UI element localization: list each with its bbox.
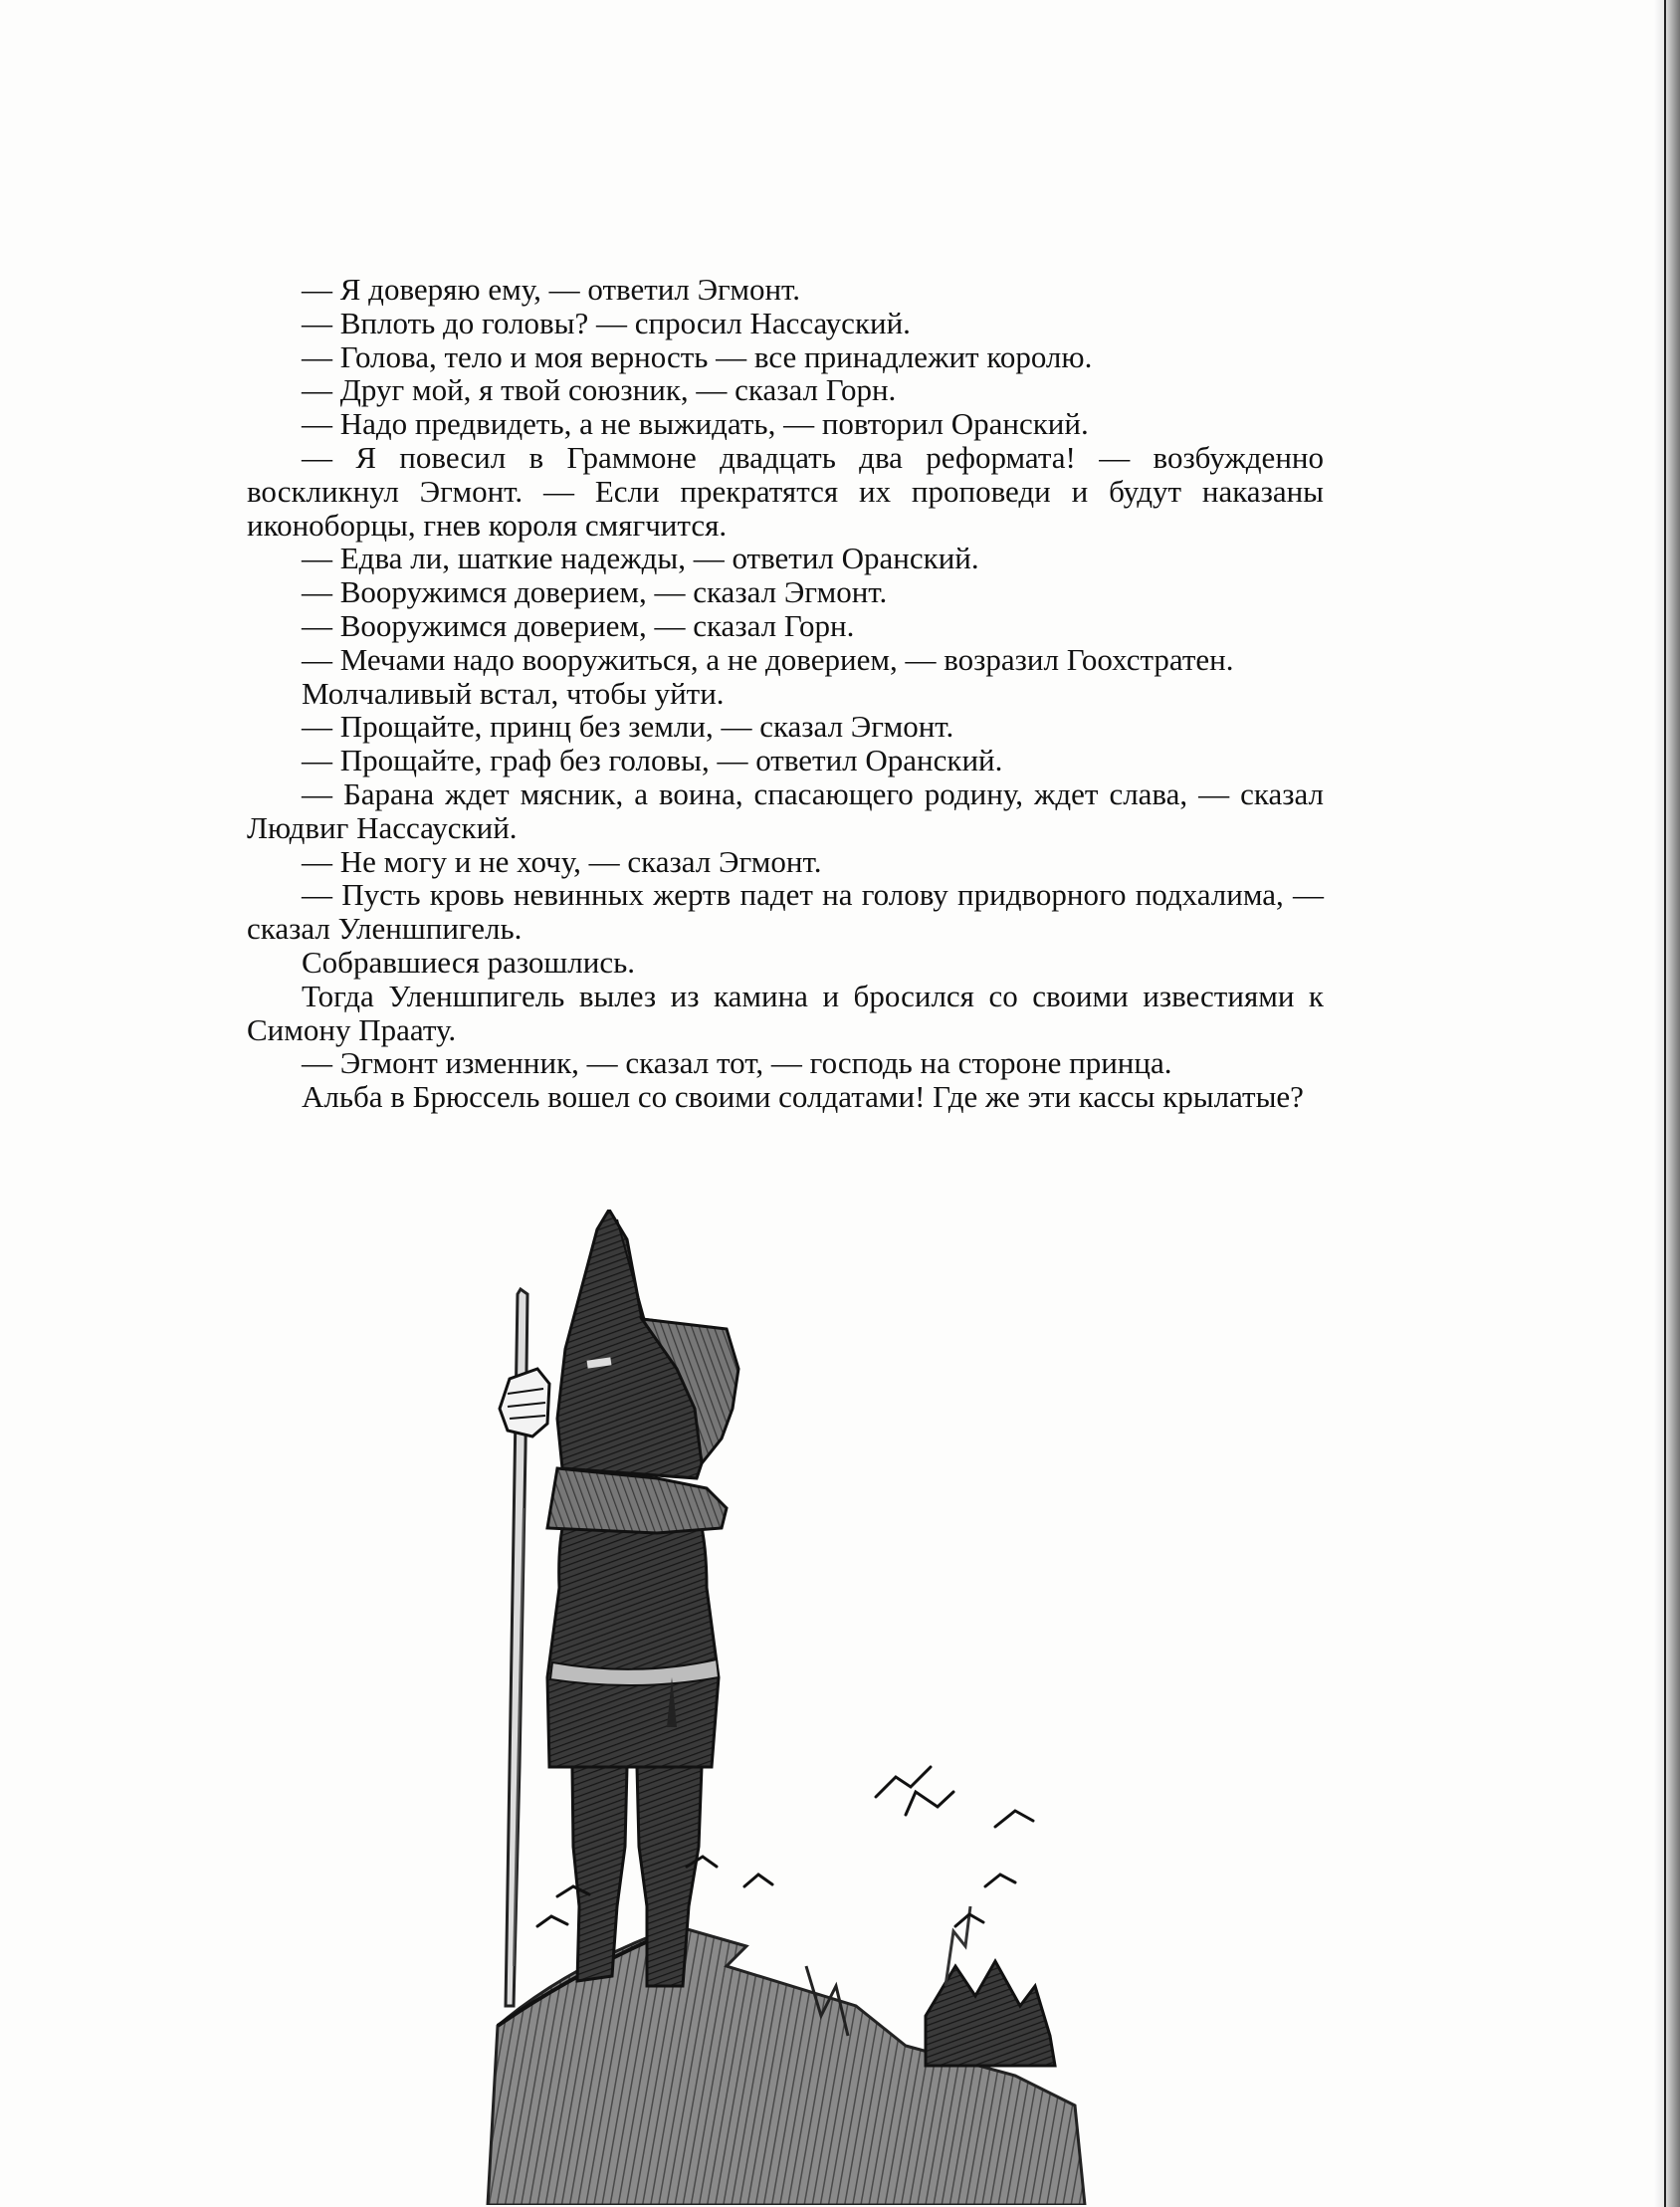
paragraph: — Друг мой, я твой союзник, — сказал Горн.: [302, 372, 897, 408]
paragraph: — Я доверяю ему, — ответил Эгмонт.: [302, 272, 801, 307]
paragraph: — Пусть кровь невинных жертв падет на голову придворного подхалима, — сказал Уленшпигель.: [247, 877, 1324, 947]
hooded-figure-on-roof-icon: [478, 1210, 1095, 2205]
page-spine-shadow: [1654, 0, 1680, 2207]
paragraph: Молчаливый встал, чтобы уйти.: [302, 675, 725, 711]
paragraph: — Прощайте, граф без головы, — ответил Оранский.: [302, 743, 1003, 778]
paragraph: Альба в Брюссель вошел со своими солдатами! Где же эти кассы крылатые?: [302, 1079, 1304, 1115]
paragraph: Тогда Уленшпигель вылез из камина и бросился со своими известиями к Симону Праату.: [247, 978, 1324, 1047]
figure-arm: [547, 1468, 727, 1533]
paragraph: — Барана ждет мясник, а воина, спасающего родину, ждет слава, — сказал Людвиг Нассауский.: [247, 775, 1324, 845]
paragraph: — Вооружимся доверием, — сказал Горн.: [302, 607, 855, 643]
paragraph: — Надо предвидеть, а не выжидать, — повторил Оранский.: [302, 406, 1089, 442]
text-block: [247, 273, 1324, 1114]
chimney-stones: [926, 1906, 1055, 2066]
page-edge: [1664, 0, 1666, 2207]
paragraph: — Вооружимся доверием, — сказал Эгмонт.: [302, 574, 888, 610]
paragraph: — Едва ли, шаткие надежды, — ответил Оранский.: [302, 541, 979, 576]
paragraph: — Голова, тело и моя верность — все принадлежит королю.: [302, 338, 1093, 374]
hood-cape: [557, 1210, 738, 1478]
figure-body: [547, 1508, 719, 1767]
paragraph: Собравшиеся разошлись.: [302, 944, 636, 980]
paragraph: — Прощайте, принц без земли, — сказал Эгмонт.: [302, 709, 954, 745]
paragraph: — Не могу и не хочу, — сказал Эгмонт.: [302, 843, 822, 879]
figure-hand: [500, 1369, 549, 1436]
paragraph: — Вплоть до головы? — спросил Нассауский.: [302, 305, 911, 340]
paragraph: — Я повесил в Граммоне двадцать два реформата! — возбужденно воскликнул Эгмонт. — Если прекратятся их проповеди и будут наказаны иконоборцы, гнев короля смягчится.: [247, 439, 1324, 543]
paragraph: — Мечами надо вооружиться, а не доверием, — возразил Гоохстратен.: [302, 641, 1234, 677]
paragraph: — Эгмонт изменник, — сказал тот, — господь на стороне принца.: [302, 1045, 1172, 1081]
